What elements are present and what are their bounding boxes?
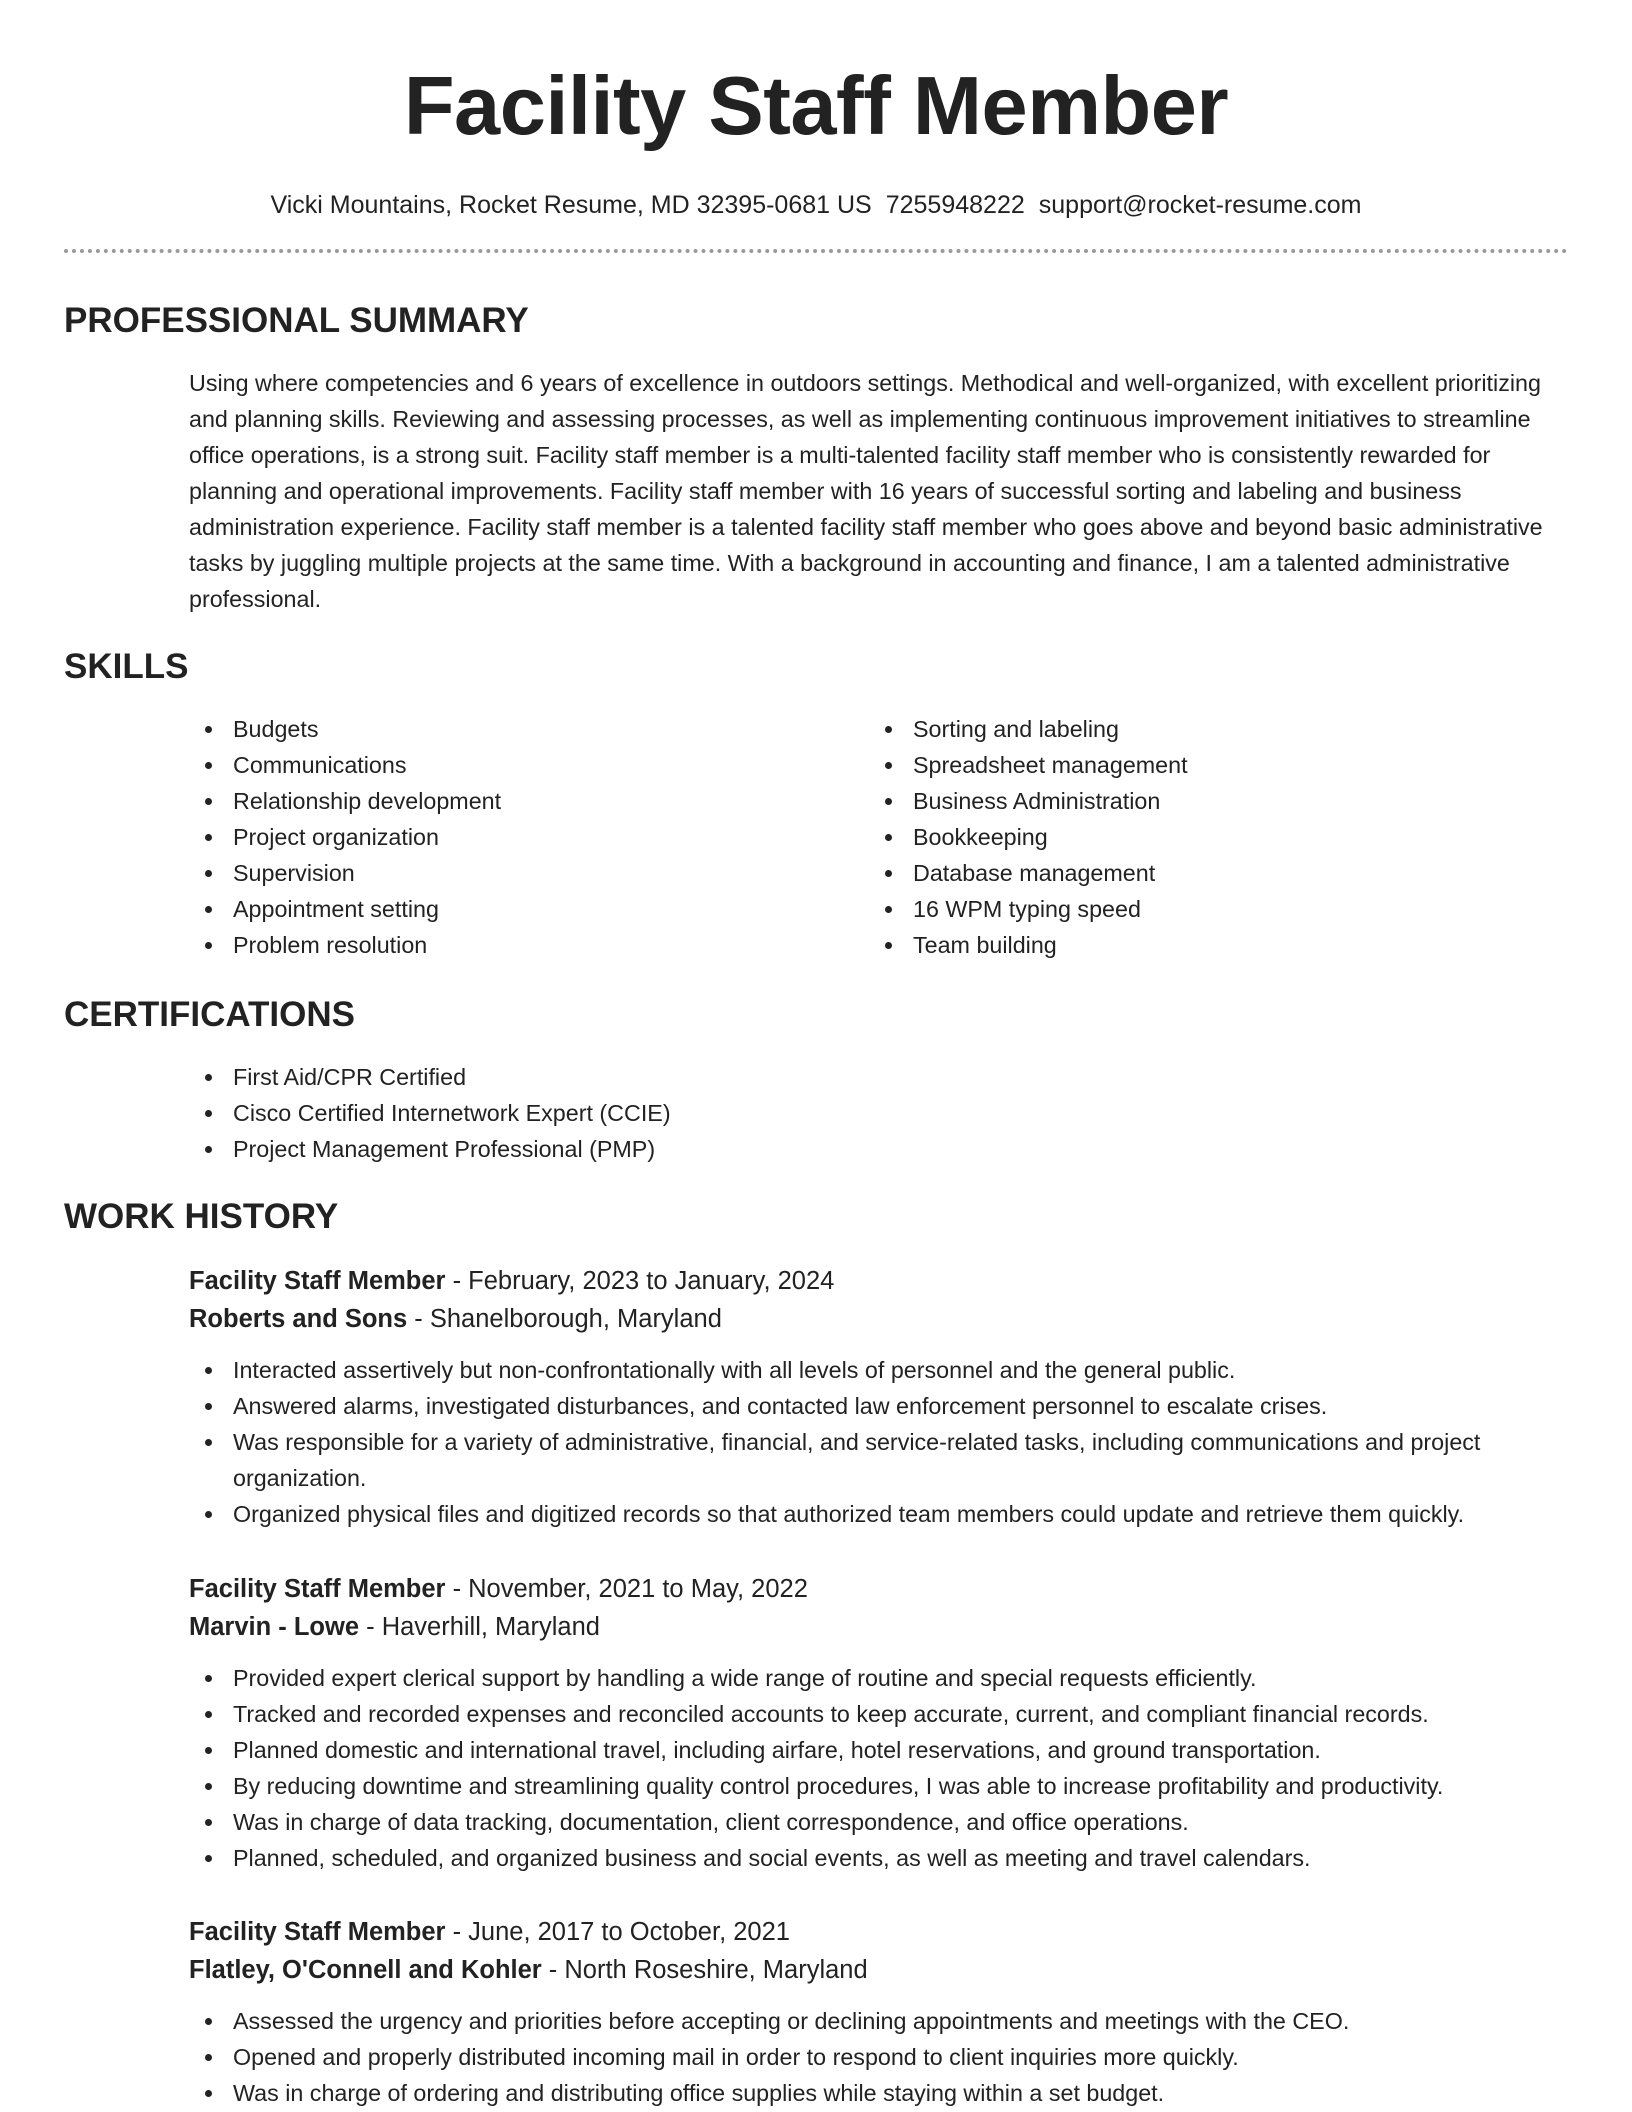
job-company-line — [189, 1608, 1589, 1646]
job-duty-item: Was in charge of ordering and distributing office supplies while staying within a set budget. — [189, 2075, 1589, 2111]
contact-email: support@rocket-resume.com — [1038, 191, 1362, 219]
skill-item: 16 WPM typing speed — [869, 891, 1549, 927]
skill-item: Team building — [869, 927, 1549, 963]
job-role: Facility Staff Member — [189, 1575, 446, 1603]
skill-item: Database management — [869, 855, 1549, 891]
job-duty-item: Answered alarms, investigated disturbances, and contacted law enforcement personnel to escalate crises. — [189, 1388, 1589, 1424]
job-company: Marvin - Lowe — [189, 1613, 360, 1641]
work-history-heading: WORK HISTORY — [64, 1197, 339, 1236]
job-duty-item: Planned domestic and international travel, including airfare, hotel reservations, and ground transportation. — [189, 1732, 1589, 1768]
job-dates: - February, 2023 to January, 2024 — [445, 1267, 835, 1295]
certification-item: Project Management Professional (PMP) — [189, 1131, 1561, 1167]
job-duty-item: Provided expert clerical support by handling a wide range of routine and special requests efficiently. — [189, 1660, 1589, 1696]
skills-heading: SKILLS — [64, 647, 189, 686]
skill-item: Bookkeeping — [869, 819, 1549, 855]
skill-item: Sorting and labeling — [869, 711, 1549, 747]
job-duties-list — [189, 1660, 1589, 1876]
summary-heading: PROFESSIONAL SUMMARY — [64, 301, 529, 340]
job-company: Roberts and Sons — [189, 1305, 408, 1333]
certification-item: Cisco Certified Internetwork Expert (CCIE) — [189, 1095, 1561, 1131]
certifications-heading: CERTIFICATIONS — [64, 995, 356, 1034]
skill-item: Supervision — [189, 855, 869, 891]
header-divider — [64, 249, 1568, 253]
job-role: Facility Staff Member — [189, 1918, 446, 1946]
job-duty-item: Interacted assertively but non-confrontationally with all levels of personnel and the general public. — [189, 1352, 1589, 1388]
job-location: - Shanelborough, Maryland — [407, 1305, 722, 1333]
summary-text: Using where competencies and 6 years of excellence in outdoors settings. Methodical and well-organized, with excellent prioritizing and planning skills. Reviewing and assessing processes, as well as implementing continuous improvement initiatives to streamline office operations, is a strong suit. Facility staff member is a multi-talented facility staff member who is consistently rewarded for planning and operational improvements. Facility staff member with 16 years of successful sorting and labeling and business administration experience. Facility staff member is a talented facility staff member who goes above and beyond basic administrative tasks by juggling multiple projects at the same time. With a background in accounting and finance, I am a talented administrative professional. — [189, 370, 1543, 612]
job-duty-item: Was responsible for a variety of administrative, financial, and service-related tasks, including communications and project organization. — [189, 1424, 1589, 1496]
skill-item: Spreadsheet management — [869, 747, 1549, 783]
skill-item: Project organization — [189, 819, 869, 855]
certifications-list — [189, 1059, 1561, 1167]
job-dates: - November, 2021 to May, 2022 — [445, 1575, 808, 1603]
job-duties-list — [189, 1352, 1589, 1532]
job-duty-item: Opened and properly distributed incoming mail in order to respond to client inquiries more quickly. — [189, 2039, 1589, 2075]
job-duty-item: Tracked and recorded expenses and reconciled accounts to keep accurate, current, and compliant financial records. — [189, 1696, 1589, 1732]
skill-item: Problem resolution — [189, 927, 869, 963]
job-title-line — [189, 1913, 1589, 1951]
skills-columns — [189, 711, 1561, 963]
job-title-line — [189, 1570, 1589, 1608]
skill-item: Communications — [189, 747, 869, 783]
candidate-name: Facility Staff Member — [403, 59, 1229, 152]
job-location: - Haverhill, Maryland — [359, 1613, 600, 1641]
job-duty-item: Was in charge of data tracking, documentation, client correspondence, and office operations. — [189, 1804, 1589, 1840]
job-duties-list — [189, 2003, 1589, 2111]
skills-list-left — [189, 711, 869, 963]
job-title-line — [189, 1262, 1589, 1300]
contact-line — [0, 188, 1632, 222]
skills-list-right — [869, 711, 1549, 963]
job-company-line — [189, 1300, 1589, 1338]
job-duty-item: Organized physical files and digitized records so that authorized team members could update and retrieve them quickly. — [189, 1496, 1589, 1532]
job-company: Flatley, O'Connell and Kohler — [189, 1956, 542, 1984]
job-entry — [189, 1570, 1589, 1876]
job-duty-item: By reducing downtime and streamlining quality control procedures, I was able to increase profitability and productivity. — [189, 1768, 1589, 1804]
job-duty-item: Assessed the urgency and priorities before accepting or declining appointments and meetings with the CEO. — [189, 2003, 1589, 2039]
job-role: Facility Staff Member — [189, 1267, 446, 1295]
job-entry — [189, 1262, 1589, 1532]
job-location: - North Roseshire, Maryland — [541, 1956, 868, 1984]
skill-item: Business Administration — [869, 783, 1549, 819]
contact-phone: 7255948222 — [885, 191, 1025, 219]
job-entry — [189, 1913, 1589, 2111]
job-company-line — [189, 1951, 1589, 1989]
contact-address: Vicki Mountains, Rocket Resume, MD 32395-0681 US — [270, 191, 872, 219]
skill-item: Appointment setting — [189, 891, 869, 927]
skill-item: Budgets — [189, 711, 869, 747]
job-dates: - June, 2017 to October, 2021 — [445, 1918, 790, 1946]
job-duty-item: Planned, scheduled, and organized business and social events, as well as meeting and travel calendars. — [189, 1840, 1589, 1876]
certification-item: First Aid/CPR Certified — [189, 1059, 1561, 1095]
skill-item: Relationship development — [189, 783, 869, 819]
resume-header — [0, 0, 1632, 222]
